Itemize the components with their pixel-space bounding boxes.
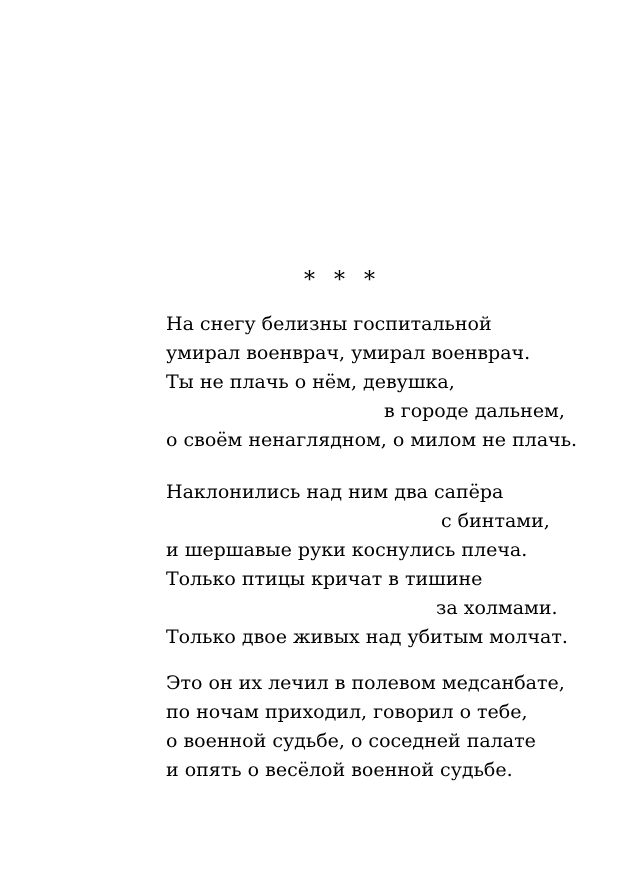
stanza-2: [166, 478, 566, 652]
stanza-separator: * * *: [304, 268, 381, 293]
poem-line-indented: за холмами.: [436, 597, 558, 619]
poem-line-indented: в городе дальнем,: [384, 400, 565, 422]
poem-line: Только птицы кричат в тишине: [166, 568, 483, 590]
stanza-3: [166, 669, 566, 785]
poem-line: Наклонились над ним два сапёра: [166, 481, 504, 503]
poem-line: о военной судьбе, о соседней палате: [166, 730, 536, 752]
poem-line: и опять о весёлой военной судьбе.: [166, 759, 513, 781]
poem-line: Ты не плачь о нём, девушка,: [166, 371, 455, 393]
poem-line: и шершавые руки коснулись плеча.: [166, 539, 528, 561]
poem-line: о своём ненаглядном, о милом не плачь.: [166, 429, 578, 451]
poem-line: умирал военврач, умирал военврач.: [166, 342, 531, 364]
poem-line: Только двое живых над убитым молчат.: [166, 626, 568, 648]
poem-line-indented: с бинтами,: [441, 510, 550, 532]
poem-line: Это он их лечил в полевом медсанбате,: [166, 672, 565, 694]
stanza-1: [166, 310, 578, 455]
poem-line: На снегу белизны госпитальной: [166, 313, 492, 335]
poem-line: по ночам приходил, говорил о тебе,: [166, 701, 528, 723]
